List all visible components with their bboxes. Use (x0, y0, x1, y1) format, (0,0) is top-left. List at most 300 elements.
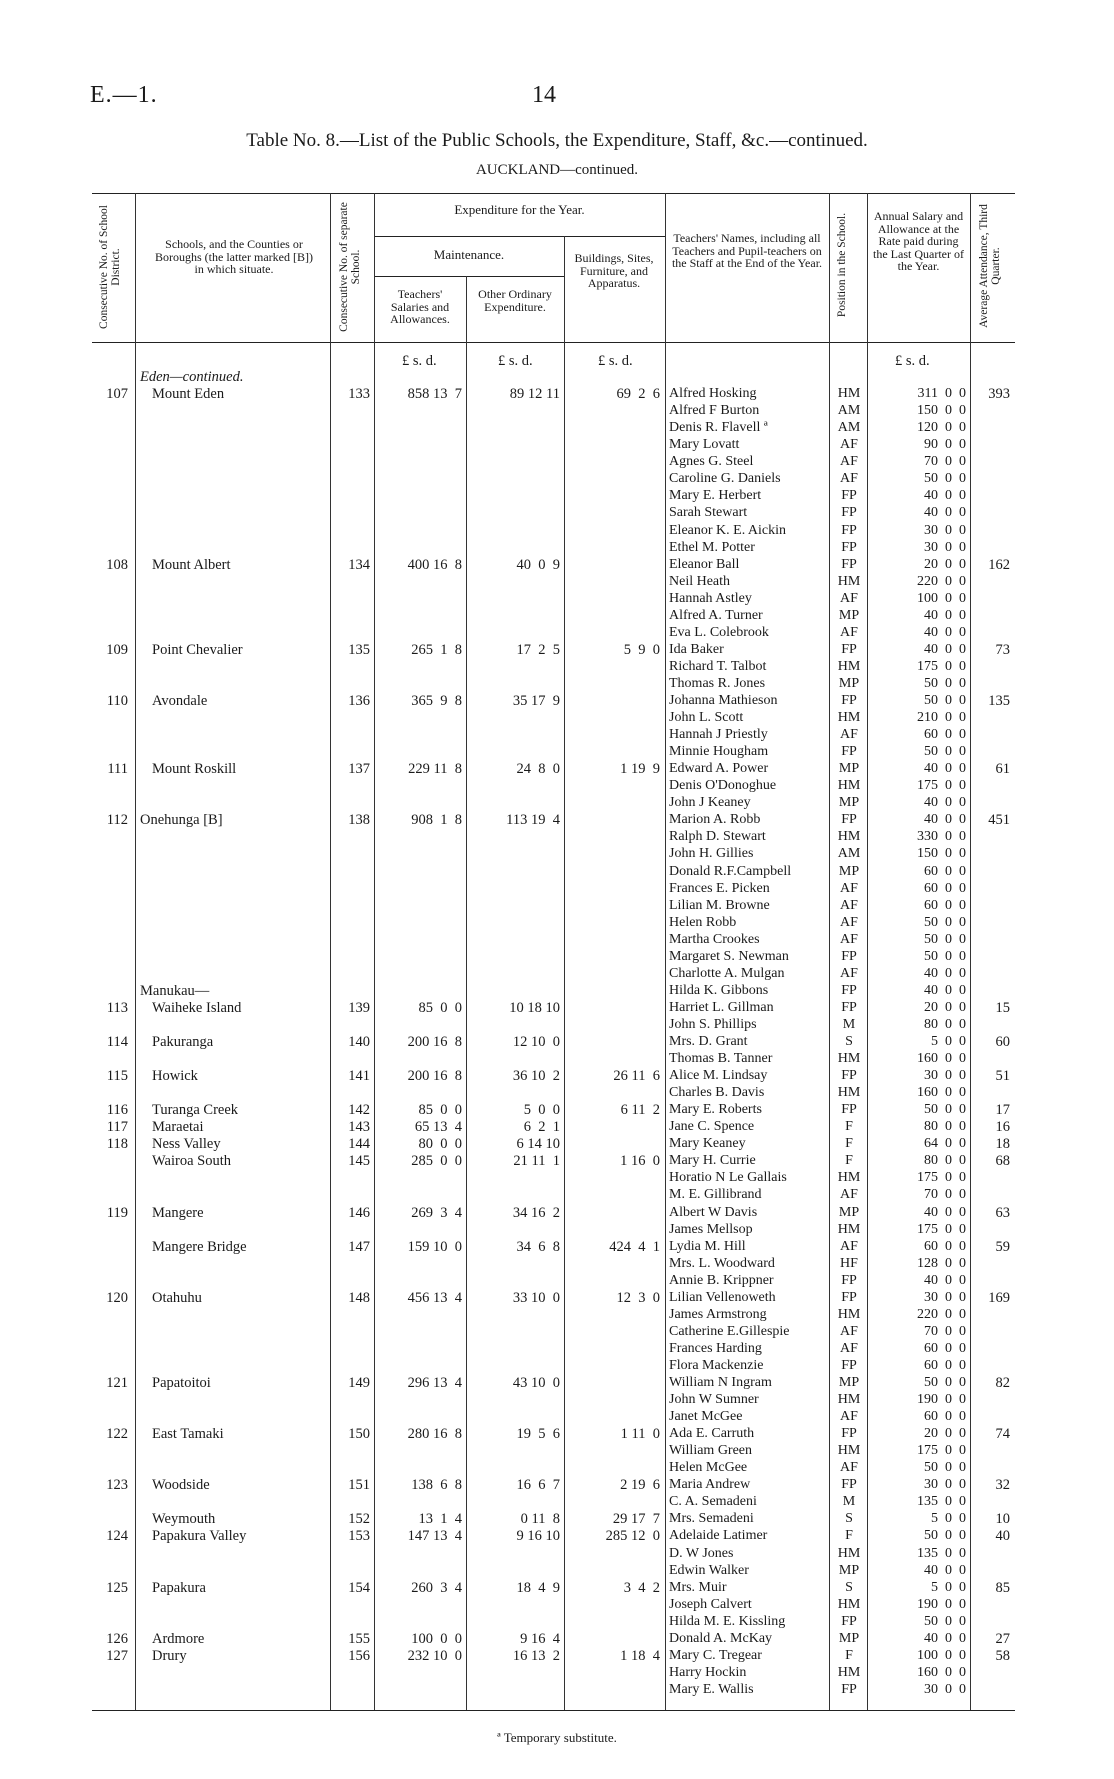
average-attendance: 32 (995, 1477, 1010, 1494)
salaries-amount: 200 16 8 (407, 1068, 462, 1085)
teacher-position: AF (840, 1187, 858, 1203)
teacher-name: Agnes G. Steel (669, 454, 754, 470)
teacher-name: Catherine E.Gillespie (669, 1323, 790, 1339)
teacher-position: HM (837, 658, 861, 674)
teacher-salary: 50 0 0 (924, 1460, 966, 1476)
teacher-salary: 50 0 0 (924, 1613, 966, 1629)
teacher-salary: 50 0 0 (924, 1375, 966, 1390)
teacher-name: Jane C. Spence (669, 1119, 755, 1135)
school-name: Manukau— (140, 982, 210, 999)
school-number: 155 (348, 1630, 370, 1647)
teacher-name: Thomas R. Jones (669, 675, 766, 691)
other-expenditure-amount: 6 14 10 (516, 1136, 560, 1153)
district-number: 111 (107, 761, 128, 778)
teacher-name: Denis R. Flavell ª (669, 420, 768, 436)
buildings-amount: 1 19 9 (620, 761, 660, 778)
salaries-amount: 100 0 0 (411, 1630, 462, 1647)
district-number: 110 (106, 693, 128, 709)
teacher-salary: 330 0 0 (917, 829, 966, 845)
teacher-position: AF (840, 1460, 858, 1476)
teacher-salary: 50 0 0 (924, 931, 966, 947)
teacher-salary: 5 0 0 (931, 1034, 966, 1049)
school-name: Howick (152, 1068, 198, 1085)
district-number: 121 (106, 1375, 128, 1391)
teacher-salary: 20 0 0 (924, 556, 966, 572)
teacher-position: AF (840, 880, 858, 896)
header-buildings: Buildings, Sites, Furniture, and Apparatus. (574, 251, 654, 290)
teacher-name: Mrs. D. Grant (669, 1034, 748, 1049)
teacher-position: AF (840, 1409, 858, 1424)
buildings-amount: 2 19 6 (620, 1477, 660, 1494)
teacher-salary: 80 0 0 (924, 1119, 966, 1135)
school-name: Avondale (152, 693, 208, 709)
teacher-name: Sarah Stewart (669, 505, 748, 521)
school-number: 152 (348, 1511, 370, 1528)
buildings-amount: 3 4 2 (623, 1579, 660, 1596)
school-number: 141 (348, 1068, 370, 1085)
teacher-salary: 90 0 0 (924, 437, 966, 453)
teacher-salary: 80 0 0 (924, 1153, 966, 1169)
teacher-salary: 150 0 0 (917, 846, 966, 862)
currency-label-buildings: £ s. d. (598, 353, 633, 369)
teacher-position: AF (840, 454, 858, 470)
school-name: Mount Eden (152, 386, 225, 403)
teacher-salary: 40 0 0 (924, 1204, 966, 1220)
teacher-position: F (845, 1119, 853, 1135)
header-other-expenditure: Other Ordinary Expenditure. (478, 287, 552, 314)
table-bottom-rule (92, 1710, 1015, 1711)
teacher-position: FP (841, 1357, 857, 1373)
teacher-name: James Mellsop (669, 1221, 753, 1237)
teacher-position: HM (837, 1443, 861, 1459)
header-salaries: Teachers' Salaries and Allowances. (390, 287, 450, 326)
teacher-name: Harry Hockin (669, 1664, 747, 1680)
other-expenditure-amount: 16 6 7 (516, 1477, 560, 1494)
teacher-position: FP (841, 539, 857, 555)
teacher-salary: 175 0 0 (917, 1170, 966, 1186)
teacher-salary: 135 0 0 (917, 1545, 966, 1561)
teacher-name: Helen Robb (669, 914, 737, 930)
teacher-salary: 160 0 0 (917, 1664, 966, 1680)
district-number: 112 (106, 812, 128, 829)
teacher-name: William N Ingram (669, 1375, 772, 1390)
school-number: 137 (348, 761, 370, 778)
col-rule-5 (564, 236, 565, 1710)
teacher-salary: 20 0 0 (924, 1426, 966, 1442)
col-rule-9 (970, 193, 971, 1710)
average-attendance: 17 (995, 1102, 1010, 1119)
teacher-position: AF (840, 727, 858, 742)
other-expenditure-amount: 34 16 2 (512, 1204, 560, 1221)
school-name: Turanga Creek (152, 1102, 239, 1119)
teacher-position: FP (841, 982, 857, 998)
salaries-amount: 229 11 8 (408, 761, 462, 778)
teacher-salary: 60 0 0 (924, 863, 966, 879)
footnote: ª Temporary substitute. (497, 1730, 617, 1745)
teacher-position: HM (837, 1664, 861, 1680)
average-attendance: 58 (995, 1647, 1010, 1664)
teacher-salary: 30 0 0 (924, 1681, 966, 1697)
other-expenditure-amount: 113 19 4 (506, 812, 560, 829)
school-name: Ardmore (152, 1630, 205, 1647)
page-number: 14 (532, 82, 556, 108)
teacher-name: Horatio N Le Gallais (669, 1170, 787, 1186)
average-attendance: 135 (988, 693, 1010, 709)
average-attendance: 15 (995, 999, 1010, 1016)
teacher-name: Mrs. Muir (669, 1579, 727, 1595)
teacher-position: MP (838, 1204, 860, 1220)
salaries-amount: 365 9 8 (411, 693, 462, 709)
header-consec-school: Consecutive No. of separate School. (338, 202, 362, 332)
teacher-name: Martha Crookes (669, 931, 760, 947)
school-name: Drury (152, 1647, 187, 1664)
teacher-name: Lilian M. Browne (669, 897, 770, 913)
school-name: Ness Valley (152, 1136, 221, 1153)
teacher-position: FP (841, 812, 857, 828)
school-number: 151 (348, 1477, 370, 1494)
teacher-salary: 70 0 0 (924, 1323, 966, 1339)
district-number: 127 (106, 1647, 128, 1664)
other-expenditure-amount: 9 16 10 (516, 1528, 560, 1545)
teacher-salary: 30 0 0 (924, 539, 966, 555)
school-name: Waiheke Island (152, 999, 242, 1016)
buildings-amount: 1 11 0 (620, 1426, 660, 1443)
page-section-number: E.—1. (90, 82, 158, 108)
school-number: 142 (348, 1102, 370, 1119)
teacher-position: HM (837, 1596, 861, 1612)
school-name: Mount Roskill (152, 761, 237, 778)
teacher-position: AF (840, 1238, 858, 1254)
teacher-salary: 50 0 0 (924, 744, 966, 760)
district-number: 124 (106, 1528, 128, 1545)
salaries-amount: 85 0 0 (418, 999, 462, 1016)
salaries-amount: 65 13 4 (414, 1119, 462, 1136)
district-number: 126 (106, 1630, 128, 1647)
teacher-position: FP (841, 1289, 857, 1305)
teacher-salary: 120 0 0 (917, 420, 966, 436)
salaries-amount: 232 10 0 (407, 1647, 462, 1664)
header-maintenance: Maintenance. (433, 247, 505, 262)
average-attendance: 10 (995, 1511, 1010, 1528)
teacher-salary: 40 0 0 (924, 982, 966, 998)
district-number: 125 (106, 1579, 128, 1596)
other-expenditure-amount: 35 17 9 (512, 693, 560, 709)
teacher-position: HM (837, 386, 861, 402)
maintenance-rule (374, 276, 564, 277)
teacher-position: F (845, 1136, 853, 1152)
school-number: 135 (348, 641, 370, 658)
teacher-position: MP (838, 1562, 860, 1578)
teacher-salary: 210 0 0 (917, 710, 966, 725)
col-rule-3 (374, 193, 375, 1710)
salaries-amount: 200 16 8 (407, 1034, 462, 1050)
teacher-position: AF (840, 914, 858, 930)
teacher-salary: 100 0 0 (917, 1647, 966, 1663)
district-number: 117 (106, 1119, 128, 1136)
district-number: 114 (106, 1034, 128, 1050)
teacher-salary: 175 0 0 (917, 1443, 966, 1459)
table-top-rule (92, 193, 1015, 194)
teacher-position: MP (838, 1375, 860, 1390)
teacher-name: John L. Scott (669, 710, 744, 725)
teacher-name: Frances E. Picken (669, 880, 770, 896)
school-name: Mangere (152, 1204, 204, 1221)
teacher-name: Hilda M. E. Kissling (669, 1613, 786, 1629)
average-attendance: 162 (988, 556, 1010, 573)
school-number: 156 (348, 1647, 370, 1664)
teacher-salary: 40 0 0 (924, 1562, 966, 1578)
col-rule-4 (466, 276, 467, 1710)
buildings-amount: 5 9 0 (623, 641, 660, 658)
teacher-salary: 50 0 0 (924, 471, 966, 487)
teacher-position: F (845, 1153, 853, 1169)
other-expenditure-amount: 12 10 0 (512, 1034, 560, 1050)
teacher-salary: 64 0 0 (924, 1136, 966, 1152)
average-attendance: 82 (995, 1375, 1010, 1391)
district-number: 119 (106, 1204, 128, 1221)
teacher-salary: 100 0 0 (917, 590, 966, 606)
teacher-position: F (845, 1528, 853, 1544)
teacher-position: HM (837, 1306, 861, 1322)
average-attendance: 60 (995, 1034, 1010, 1050)
school-name: Eden—continued. (140, 369, 244, 385)
buildings-amount: 285 12 0 (605, 1528, 660, 1545)
school-number: 134 (348, 556, 370, 573)
teacher-salary: 70 0 0 (924, 454, 966, 470)
teacher-salary: 50 0 0 (924, 675, 966, 691)
salaries-amount: 400 16 8 (407, 556, 462, 573)
teacher-name: Harriet L. Gillman (669, 999, 774, 1015)
teacher-salary: 40 0 0 (924, 761, 966, 777)
col-rule-8 (867, 193, 868, 1710)
teacher-salary: 50 0 0 (924, 1528, 966, 1544)
school-name: Maraetai (152, 1119, 204, 1136)
teacher-salary: 40 0 0 (924, 1630, 966, 1646)
teacher-name: Mary Keaney (669, 1136, 746, 1152)
school-name: Mangere Bridge (152, 1238, 247, 1255)
teacher-position: AF (840, 471, 858, 487)
teacher-name: John W Sumner (669, 1392, 759, 1407)
buildings-amount: 1 16 0 (620, 1153, 660, 1170)
average-attendance: 27 (995, 1630, 1010, 1647)
teacher-position: FP (841, 1272, 857, 1288)
teacher-position: HF (840, 1255, 858, 1271)
teacher-salary: 30 0 0 (924, 1477, 966, 1493)
teacher-name: Eleanor K. E. Aickin (669, 522, 787, 538)
average-attendance: 51 (995, 1068, 1010, 1085)
district-number: 107 (106, 386, 128, 403)
teacher-position: FP (841, 693, 857, 708)
buildings-amount: 69 2 6 (616, 386, 660, 403)
teacher-name: M. E. Gillibrand (669, 1187, 762, 1203)
salaries-amount: 147 13 4 (407, 1528, 462, 1545)
teacher-salary: 30 0 0 (924, 1068, 966, 1084)
teacher-salary: 60 0 0 (924, 727, 966, 742)
salaries-amount: 285 0 0 (411, 1153, 462, 1170)
teacher-salary: 40 0 0 (924, 795, 966, 811)
school-name: Onehunga [B] (140, 812, 223, 829)
currency-label-other: £ s. d. (498, 353, 533, 369)
teacher-position: FP (841, 1102, 857, 1118)
teacher-name: Mary H. Currie (669, 1153, 756, 1169)
salaries-amount: 159 10 0 (407, 1238, 462, 1255)
buildings-amount: 424 4 1 (609, 1238, 660, 1255)
teacher-name: Charles B. Davis (669, 1085, 765, 1101)
header-teachers-names: Teachers' Names, including all Teachers and Pupil-teachers on the Staff at the End of the Year. (671, 231, 823, 270)
teacher-name: C. A. Semadeni (669, 1494, 757, 1510)
other-expenditure-amount: 33 10 0 (512, 1289, 560, 1306)
teacher-name: Thomas B. Tanner (669, 1051, 773, 1066)
school-number: 149 (348, 1375, 370, 1391)
teacher-salary: 60 0 0 (924, 1409, 966, 1424)
teacher-position: AF (840, 931, 858, 947)
teacher-name: Frances Harding (669, 1340, 762, 1356)
teacher-salary: 220 0 0 (917, 573, 966, 589)
teacher-name: Donald A. McKay (669, 1630, 773, 1646)
header-consec-district: Consecutive No. of School District. (98, 205, 122, 329)
teacher-position: FP (841, 1477, 857, 1493)
teacher-position: HM (837, 1545, 861, 1561)
other-expenditure-amount: 6 2 1 (523, 1119, 560, 1136)
buildings-amount: 26 11 6 (613, 1068, 660, 1085)
teacher-position: FP (841, 1681, 857, 1697)
teacher-salary: 40 0 0 (924, 488, 966, 504)
teacher-position: FP (841, 505, 857, 521)
teacher-name: Margaret S. Newman (669, 948, 789, 964)
teacher-salary: 40 0 0 (924, 812, 966, 828)
teacher-position: FP (841, 1426, 857, 1442)
teacher-position: AM (837, 846, 861, 862)
teacher-position: HM (837, 1392, 861, 1407)
salaries-amount: 80 0 0 (418, 1136, 462, 1153)
salaries-amount: 85 0 0 (418, 1102, 462, 1119)
header-schools: Schools, and the Counties or Boroughs (the latter marked [B]) in which situate. (155, 237, 313, 276)
teacher-salary: 60 0 0 (924, 1340, 966, 1356)
teacher-position: FP (841, 556, 857, 572)
header-attendance: Average Attendance, Third Quarter. (978, 204, 1002, 328)
teacher-name: Annie B. Krippner (669, 1272, 774, 1288)
average-attendance: 16 (995, 1119, 1010, 1136)
teacher-name: Janet McGee (669, 1409, 743, 1424)
teacher-position: S (845, 1511, 853, 1527)
teacher-name: Mrs. Semadeni (669, 1511, 754, 1527)
teacher-position: AF (840, 965, 858, 981)
teacher-position: FP (841, 1613, 857, 1629)
district-number: 123 (106, 1477, 128, 1494)
teacher-name: Ralph D. Stewart (669, 829, 766, 845)
teacher-name: Marion A. Robb (669, 812, 761, 828)
district-number: 108 (106, 556, 128, 573)
teacher-salary: 40 0 0 (924, 505, 966, 521)
teacher-position: MP (838, 607, 860, 623)
school-name: Wairoa South (152, 1153, 231, 1170)
teacher-salary: 30 0 0 (924, 1289, 966, 1305)
teacher-name: Ida Baker (669, 641, 724, 657)
school-number: 146 (348, 1204, 370, 1221)
salaries-amount: 13 1 4 (418, 1511, 462, 1528)
teacher-salary: 128 0 0 (917, 1255, 966, 1271)
school-number: 136 (348, 693, 370, 709)
other-expenditure-amount: 19 5 6 (516, 1426, 560, 1443)
teacher-salary: 60 0 0 (924, 1238, 966, 1254)
teacher-position: MP (838, 1630, 860, 1646)
teacher-name: Mary E. Roberts (669, 1102, 762, 1118)
teacher-name: James Armstrong (669, 1306, 767, 1322)
other-expenditure-amount: 36 10 2 (512, 1068, 560, 1085)
teacher-position: AF (840, 624, 858, 640)
teacher-salary: 160 0 0 (917, 1051, 966, 1066)
teacher-name: Flora Mackenzie (669, 1357, 764, 1373)
buildings-amount: 12 3 0 (616, 1289, 660, 1306)
average-attendance: 61 (995, 761, 1010, 778)
teacher-name: Richard T. Talbot (669, 658, 767, 674)
teacher-position: HM (837, 778, 861, 794)
teacher-salary: 135 0 0 (917, 1494, 966, 1510)
school-number: 140 (348, 1034, 370, 1050)
teacher-position: HM (837, 829, 861, 845)
teacher-name: John S. Phillips (669, 1016, 757, 1032)
school-name: Pakuranga (152, 1034, 214, 1050)
school-name: Mount Albert (152, 556, 231, 573)
teacher-position: HM (837, 1085, 861, 1101)
school-name: Otahuhu (152, 1289, 202, 1306)
teacher-salary: 60 0 0 (924, 1357, 966, 1373)
district-number: 115 (106, 1068, 128, 1085)
col-rule-7 (829, 193, 830, 1710)
school-number: 144 (348, 1136, 370, 1153)
teacher-name: Maria Andrew (669, 1477, 751, 1493)
teacher-salary: 50 0 0 (924, 693, 966, 708)
teacher-name: D. W Jones (669, 1545, 734, 1561)
teacher-name: Minnie Hougham (669, 744, 769, 760)
teacher-name: Eva L. Colebrook (669, 624, 769, 640)
teacher-name: Mary Lovatt (669, 437, 740, 453)
school-name: Papakura (152, 1579, 206, 1596)
teacher-position: AF (840, 897, 858, 913)
header-annual-salary: Annual Salary and Allowance at the Rate paid during the Last Quarter of the Year. (873, 209, 964, 273)
buildings-amount: 29 17 7 (612, 1511, 660, 1528)
teacher-position: AF (840, 590, 858, 606)
other-expenditure-amount: 89 12 11 (509, 386, 560, 403)
school-name: Point Chevalier (152, 641, 243, 658)
header-expenditure: Expenditure for the Year. (454, 202, 585, 217)
district-number: 113 (106, 999, 128, 1016)
school-name: Woodside (152, 1477, 210, 1494)
school-number: 139 (348, 999, 370, 1016)
teacher-position: FP (841, 522, 857, 538)
salaries-amount: 260 3 4 (411, 1579, 462, 1596)
teacher-name: Edwin Walker (669, 1562, 749, 1578)
average-attendance: 40 (995, 1528, 1010, 1545)
teacher-position: MP (838, 761, 860, 777)
other-expenditure-amount: 21 11 1 (513, 1153, 560, 1170)
school-number: 133 (348, 386, 370, 403)
teacher-position: HM (837, 1221, 861, 1237)
salaries-amount: 296 13 4 (407, 1375, 462, 1391)
teacher-salary: 60 0 0 (924, 897, 966, 913)
salaries-amount: 138 6 8 (411, 1477, 462, 1494)
other-expenditure-amount: 5 0 0 (523, 1102, 560, 1119)
teacher-position: FP (841, 1068, 857, 1084)
teacher-name: Edward A. Power (669, 761, 769, 777)
district-number: 120 (106, 1289, 128, 1306)
teacher-salary: 5 0 0 (931, 1579, 966, 1595)
teacher-position: FP (841, 641, 857, 657)
col-rule-1 (135, 193, 136, 1710)
teacher-position: FP (841, 999, 857, 1015)
header-bottom-rule (92, 342, 1015, 343)
school-number: 145 (348, 1153, 370, 1170)
